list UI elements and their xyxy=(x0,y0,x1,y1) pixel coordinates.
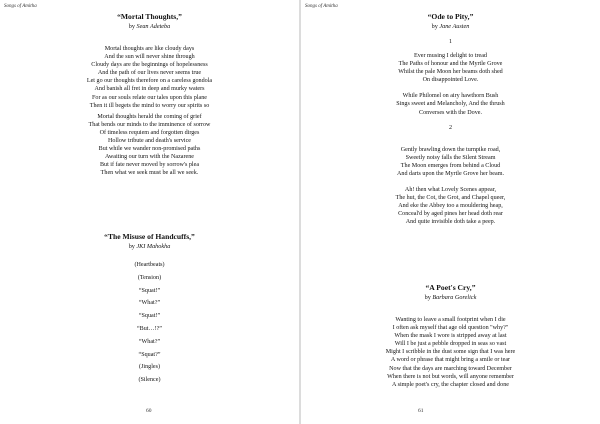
poem-line: Then it ill begets the mind to worry our spirits so xyxy=(89,102,210,109)
poem-line: Of timeless requiem and forgotten dirges xyxy=(99,129,200,136)
poem-line: Gently brawling down the turnpike road, xyxy=(400,146,501,153)
poem-line: “What?” xyxy=(138,338,161,345)
running-head: Songs of Amitha xyxy=(4,4,37,9)
page-number: 60 xyxy=(146,408,152,414)
poem-author: by JKI Mahokha xyxy=(128,243,171,250)
page-number: 61 xyxy=(418,408,424,414)
poem-line: But if fate never moved by sorrow's plea xyxy=(99,162,200,169)
poem-line: And quite invisible doth take a peep. xyxy=(405,219,496,226)
poem-author: by Barbara Gorelick xyxy=(424,294,477,301)
poem-mortal-thoughts xyxy=(0,12,299,178)
poem-title: “The Misuse of Handcuffs,” xyxy=(104,232,195,241)
poem-line: “But…!?” xyxy=(136,325,163,332)
poem-lines xyxy=(0,259,299,387)
poem-author: by Sean Adeteba xyxy=(128,23,171,30)
running-head: Songs of Amitha xyxy=(305,4,338,9)
poem-line: When the mask I wore is stripped away at last xyxy=(394,333,507,340)
poem-line: The Paths of honour and the Myrtle Grove xyxy=(398,61,503,68)
poem-line: Converses with the Dove. xyxy=(419,109,482,116)
stanza xyxy=(0,45,299,110)
poem-line: Sweetly noisy falls the Silent Stream xyxy=(405,154,496,161)
poem-line: And banish all fret in deep and murky waters xyxy=(94,86,205,93)
poem-line: “Squat?” xyxy=(138,351,161,358)
poem-line: Mortal thoughts herald the coming of grief xyxy=(97,113,202,120)
poem-line: Ah! then what Lovely Scenes appear, xyxy=(404,187,497,194)
right-page xyxy=(301,0,600,424)
poem-line: A simple poet's cry, the chapter closed and done xyxy=(392,381,509,388)
stanza xyxy=(301,52,600,84)
poem-line: The hut, the Cot, the Grot, and Chapel queer, xyxy=(395,195,506,202)
poem-line: And the sun will never shine through xyxy=(104,54,195,61)
stanza xyxy=(301,146,600,178)
poem-ode-to-pity xyxy=(301,12,600,227)
stanza xyxy=(301,186,600,226)
stanza xyxy=(301,92,600,116)
poem-line: Mortal thoughts are like cloudy days xyxy=(104,46,195,52)
poem-line: (Heartbeats) xyxy=(134,262,165,268)
section-number: 2 xyxy=(448,124,453,131)
left-page xyxy=(0,0,299,424)
poem-line: Will I be just a pebble dropped in seas so vast xyxy=(394,341,507,348)
poem-line: (Tension) xyxy=(137,274,162,281)
poem-line: Hollow tribute and death's service xyxy=(107,138,191,145)
poem-line: But while we wander non-promised paths xyxy=(98,146,201,153)
poem-line: Wanting to leave a small footprint when I die xyxy=(395,317,506,323)
poem-line: Whilst the pale Moon her beams doth shed xyxy=(398,69,503,76)
poem-line: (Silence) xyxy=(138,377,161,384)
poem-line: Conceal'd by aged pines her head doth rear xyxy=(398,211,503,218)
poem-line: (Jingles) xyxy=(139,364,160,371)
poem-line: For as our souls relate our tales upon this plane xyxy=(92,94,207,101)
poem-misuse-of-handcuffs xyxy=(0,232,299,387)
poem-line: While Philomel on airy hawthorn Bush xyxy=(402,93,499,100)
poem-line: Awaiting our turn with the Nazarene xyxy=(105,154,194,161)
poem-title: “A Poet's Cry,” xyxy=(425,283,476,292)
poem-title: “Mortal Thoughts,” xyxy=(117,12,182,21)
poem-line: On disappointed Love. xyxy=(422,77,479,84)
poem-line: Cloudy days are the beginnings of hopelessness xyxy=(91,62,208,69)
poem-line: And eke the Abbey too a mouldering heap, xyxy=(398,203,503,210)
poem-line: The Moon emerges from behind a Cloud xyxy=(400,162,501,169)
poem-line: A word or phrase that might bring a smile or tear xyxy=(390,357,511,364)
poem-line: Sings sweet and Melancholy, And the thrush xyxy=(396,101,505,108)
poem-line: Then what we seek must be all we seek. xyxy=(100,170,199,177)
stanza xyxy=(301,316,600,389)
poem-line: When there is not but words, will anyone remember xyxy=(387,373,514,380)
poem-line: Now that the days are marching toward December xyxy=(389,365,512,372)
poem-line: Let go our thoughts therefore on a careless gondola xyxy=(86,78,213,85)
poem-line: Might I scribble in the dust some sign that I was here xyxy=(385,349,516,356)
poem-line: And the path of our lives never seems true xyxy=(97,70,202,77)
poem-line: That bends our minds to the imminence of sorrow xyxy=(88,121,211,128)
poem-line: “Squat!” xyxy=(138,313,161,320)
poem-line: I often ask myself that age old question "why?" xyxy=(392,325,509,332)
poem-a-poets-cry xyxy=(301,283,600,389)
poem-line: “Squat!” xyxy=(138,287,161,294)
poem-line: “What?” xyxy=(138,300,161,307)
poem-title: “Ode to Pity,” xyxy=(427,12,474,21)
poem-author: by Jane Austen xyxy=(431,23,470,30)
section-number: 1 xyxy=(448,39,453,45)
stanza xyxy=(0,113,299,178)
poem-line: And darts upon the Myrtle Grove her beam. xyxy=(397,170,504,177)
poem-line: Ever musing I delight to tread xyxy=(414,53,487,59)
